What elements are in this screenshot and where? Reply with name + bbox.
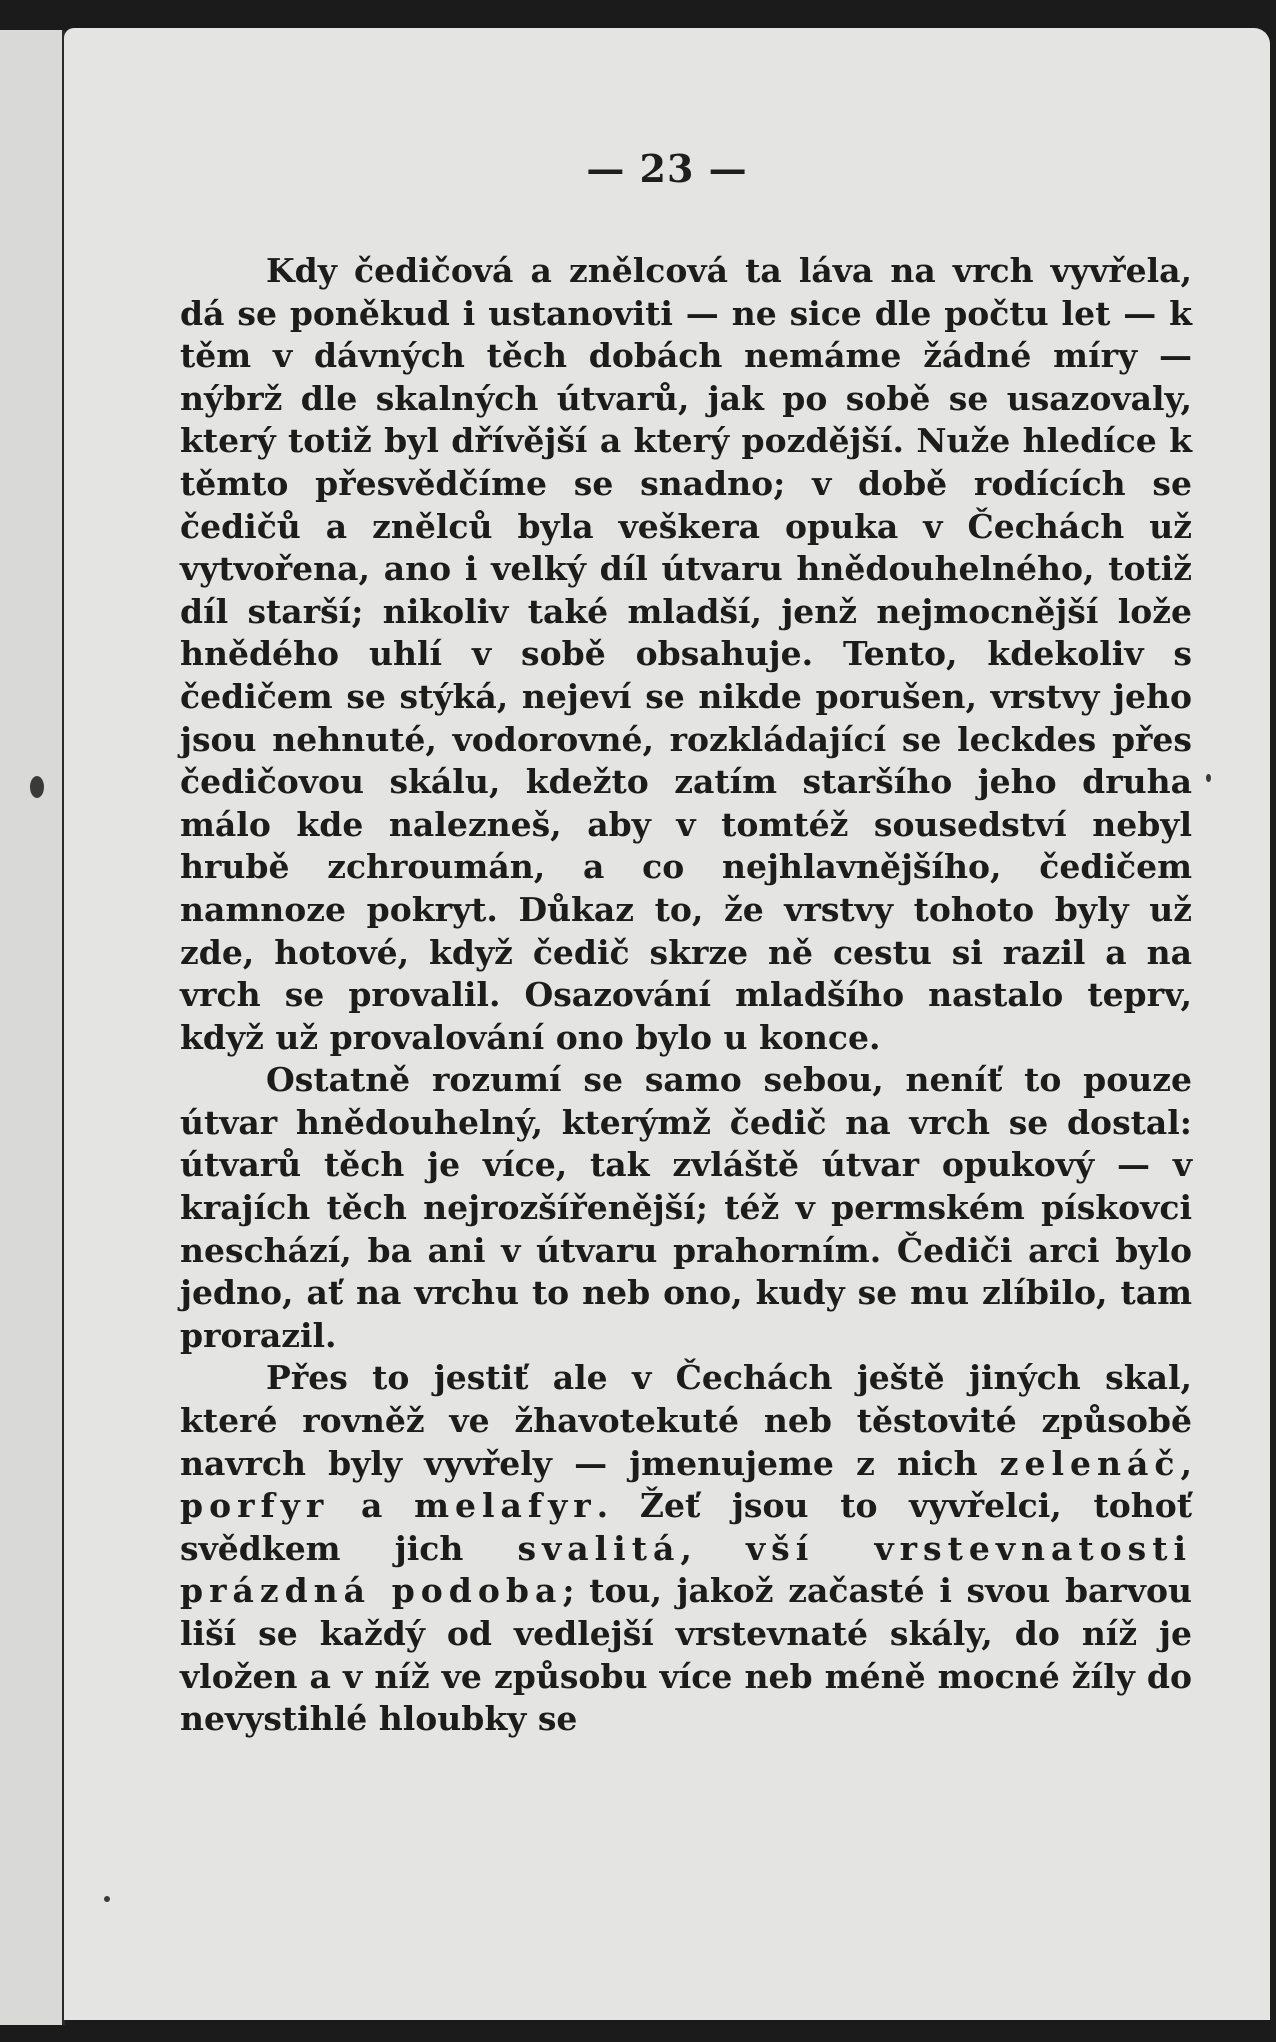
ink-smudge: [30, 776, 44, 798]
page-number: — 23 —: [586, 146, 748, 191]
term-svalita: svalitá: [517, 1528, 681, 1568]
paragraph-3: [180, 1357, 1192, 1740]
separator-3: ,: [680, 1528, 746, 1568]
ink-speck: [1206, 774, 1211, 782]
separator-2: a: [329, 1486, 415, 1526]
paragraph-2: Ostatně rozumí se samo sebou, neníť to pouze útvar hnědouhelný, kterýmž čedič na vrch se dostal: útvarů těch je více, tak zvláště útvar opukový — v krajích těch nejrozšířenější; též v permském pískovci neschází, ba ani v útvaru prahorním. Čediči arci bylo jedno, ať na vrchu to neb ono, kudy se mu zlíbilo, tam prorazil.: [180, 1060, 1192, 1355]
paragraph-3-part-2: . Žeť jsou to vyvřelci, tohoť svědkem jich: [180, 1486, 1192, 1568]
term-zelenac: zelenáč: [999, 1443, 1181, 1483]
paragraph-1: Kdy čedičová a znělcová ta láva na vrch vyvřela, dá se poněkud i ustanoviti — ne sice dle počtu let — k těm v dávných těch dobách nemáme žádné míry — nýbrž dle skalných útvarů, jak po sobě se usazovaly, který totiž byl dřívější a který pozdější. Nuže hledíce k těmto přesvědčíme se snadno; v době rodících se čedičů a znělců byla veškera opuka v Čechách už vytvořena, ano i velký díl útvaru hnědouhelného, totiž díl starší; nikoliv také mladší, jenž nejmocnější lože hnědého uhlí v sobě obsahuje. Tento, kdekoliv s čedičem se stýká, nejeví se nikde porušen, vrstvy jeho jsou nehnuté, vodorovné, rozkládající se leckdes přes čedičovou skálu, kdežto zatím staršího jeho druha málo kde nalezneš, aby v tomtéž sousedství nebyl hrubě zchroumán, a co nejhlavnějšího, čedičem namnoze pokryt. Důkaz to, že vrstvy tohoto byly už zde, hotové, když čedič skrze ně cestu si razil a na vrch se provalil. Osazování mladšího nastalo teprv, když už provalování ono bylo u konce.: [180, 251, 1192, 1057]
separator-1: ,: [1180, 1443, 1192, 1483]
body-text: [180, 250, 1192, 1741]
book-page: [64, 28, 1270, 2020]
paragraph-3-part-3: ; tou, jakož začasté i svou barvou liší se každý od vedlejší vrstevnaté skály, do níž je vložen a v níž ve způsobu více neb méně mocné žíly do nevystihlé hloubky se: [180, 1571, 1192, 1739]
term-porfyr: porfyr: [180, 1486, 330, 1526]
paragraph-3-part-1: Přes to jestiť ale v Čechách ještě jiných skal, které rovněž ve žhavotekuté neb těstovité způsobě navrch byly vyvřely — jmenujeme z nich: [180, 1358, 1192, 1483]
term-vrstevnatosti: vší vrstevnatosti prázdná podoba: [180, 1528, 1192, 1611]
ink-speck: [104, 1896, 110, 1902]
term-melafyr: melafyr: [414, 1486, 597, 1526]
previous-page-edge: [0, 30, 65, 2025]
